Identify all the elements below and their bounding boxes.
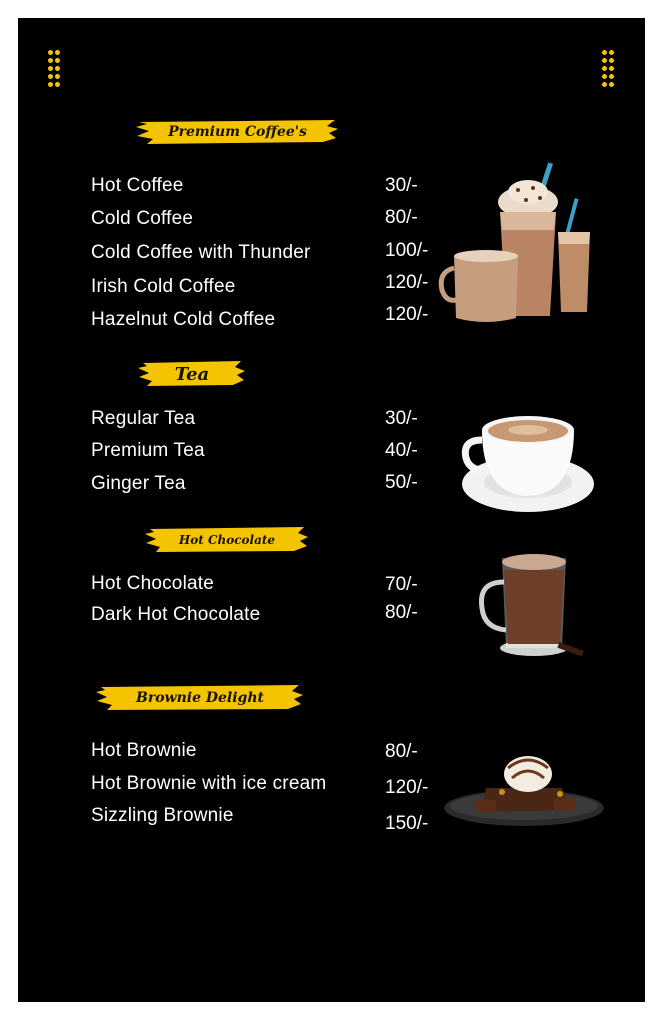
- coffee-drinks-image: [438, 160, 598, 330]
- hot-chocolate-mug-image: [474, 548, 590, 664]
- menu-item-price: 80/-: [385, 602, 418, 623]
- menu-item-name: Premium Tea: [91, 440, 205, 461]
- section-title: Premium Coffee's: [168, 124, 307, 140]
- menu-item-name: Irish Cold Coffee: [91, 276, 236, 297]
- menu-item-name: Hot Brownie: [91, 740, 197, 761]
- menu-item-price: 150/-: [385, 813, 429, 834]
- menu-item-price: 120/-: [385, 272, 429, 293]
- menu-item-price: 50/-: [385, 472, 418, 493]
- menu-item-price: 80/-: [385, 741, 418, 762]
- menu-item-name: Dark Hot Chocolate: [91, 604, 261, 625]
- brownie-plate-image: [442, 748, 606, 830]
- section-banner-brownie-delight: [95, 682, 305, 714]
- menu-item-name: Cold Coffee: [91, 208, 194, 229]
- menu-item-name: Sizzling Brownie: [91, 805, 234, 826]
- decorative-dots-left: [48, 50, 62, 90]
- menu-item-price: 30/-: [385, 408, 418, 429]
- decorative-dots-right: [602, 50, 616, 90]
- section-banner-premium-coffees: [135, 116, 340, 148]
- menu-item-price: 70/-: [385, 574, 418, 595]
- menu-item-name: Ginger Tea: [91, 473, 186, 494]
- menu-item-price: 80/-: [385, 207, 418, 228]
- section-banner-tea: [137, 358, 247, 390]
- menu-item-name: Hot Chocolate: [91, 573, 215, 594]
- menu-item-name: Regular Tea: [91, 408, 196, 429]
- menu-item-name: Hazelnut Cold Coffee: [91, 309, 276, 330]
- menu-item-price: 120/-: [385, 777, 429, 798]
- menu-item-name: Hot Brownie with ice cream: [91, 773, 327, 794]
- menu-item-name: Cold Coffee with Thunder: [91, 242, 311, 263]
- section-title: Tea: [174, 363, 210, 385]
- menu-item-price: 100/-: [385, 240, 429, 261]
- section-title: Hot Chocolate: [178, 533, 276, 547]
- menu-item-price: 120/-: [385, 304, 429, 325]
- section-banner-hot-chocolate: [144, 524, 310, 556]
- menu-item-name: Hot Coffee: [91, 175, 184, 196]
- menu-item-price: 40/-: [385, 440, 418, 461]
- section-title: Brownie Delight: [136, 690, 264, 706]
- tea-cup-image: [460, 410, 596, 518]
- menu-item-price: 30/-: [385, 175, 418, 196]
